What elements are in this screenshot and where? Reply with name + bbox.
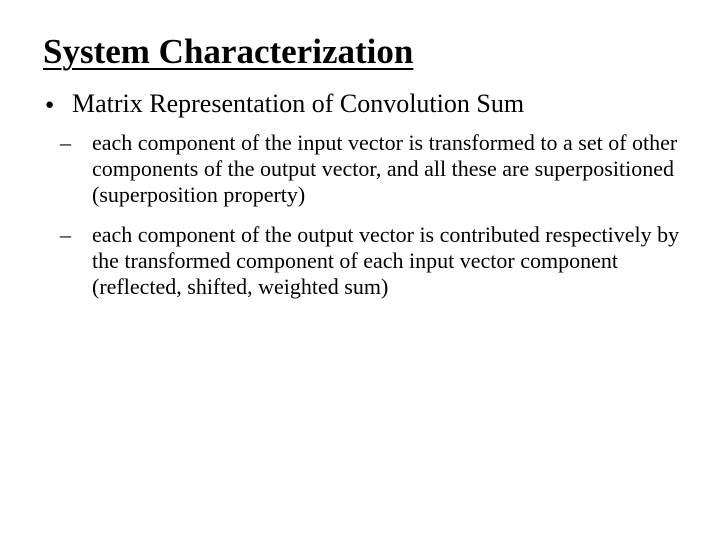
slide-title: System Characterization	[43, 32, 414, 71]
dash-marker-icon: –	[60, 130, 71, 155]
sub-bullet-text: each component of the output vector is contributed respectively by the transformed component of each input vector component (reflected, shifted, weighted sum)	[92, 222, 680, 299]
sub-bullet-item	[60, 130, 710, 208]
main-bullet-text: Matrix Representation of Convolution Sum	[72, 89, 525, 118]
dash-marker-icon: –	[60, 222, 71, 247]
sub-bullet-item	[60, 222, 710, 300]
sub-bullet-text: each component of the input vector is transformed to a set of other components of the output vector, and all these are superpositioned (superposition property)	[92, 130, 678, 207]
sub-bullet-list	[60, 130, 710, 314]
main-bullet	[45, 87, 524, 125]
bullet-marker-icon: ●	[45, 97, 55, 113]
